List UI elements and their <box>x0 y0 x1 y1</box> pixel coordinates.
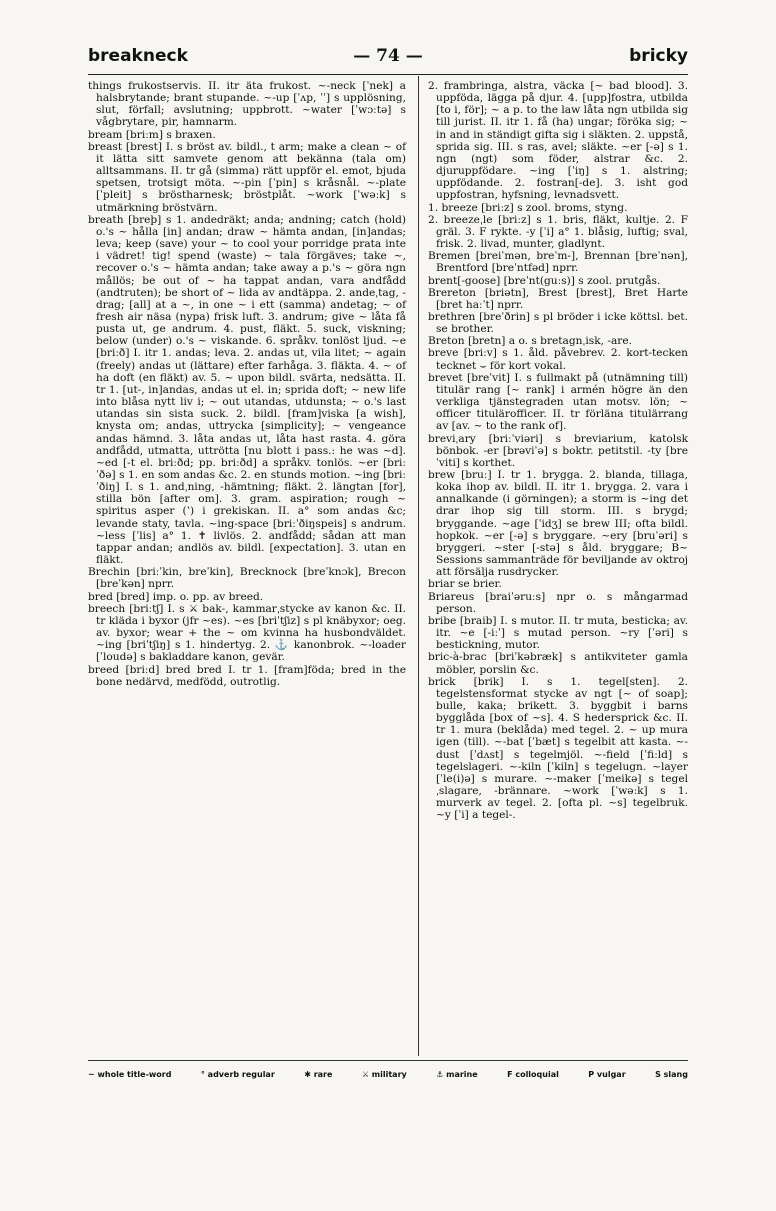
dictionary-entry: bric-à-brac [briˈkəbræk] s antikviteter gamla möbler, porslin &c. <box>428 651 688 676</box>
dictionary-entry: breve [briːv] s 1. åld. påvebrev. 2. kort-tecken tecknet ⌣ för kort vokal. <box>428 347 688 372</box>
dictionary-entry: brevet [breˈvit] I. s fullmakt på (utnämning till) titulär rang [~ rank] i armén högre än den verkliga tjänstegraden utan motsv. lön; ~ officer titulärofficer. II. tr förläna titulärrang av [av. ~ to the rank of]. <box>428 371 688 433</box>
dictionary-entry: bribe [braib] I. s mutor. II. tr muta, besticka; av. itr. ~e [-iːˈ] s mutad person. ~ry [ˈəri] s bestickning, mutor. <box>428 614 688 652</box>
dictionary-entry: Brechin [briːˈkin, breˈkin], Brecknock [breˈknɔk], Brecon [breˈkən] nprr. <box>88 566 406 591</box>
dictionary-entry: bred [bred] imp. o. pp. av breed. <box>88 590 264 603</box>
legend-item: F colloquial <box>507 1070 559 1079</box>
dictionary-entry: brethren [breˈðrin] s pl bröder i icke köttsl. bet. se brother. <box>428 310 688 336</box>
dictionary-entry: breath [breþ] s 1. andedräkt; anda; andning; catch (hold) o.'s ~ hålla [in] andan; draw ~ hämta andan, [in]andas; leva; keep (save) your ~ to cool your porridge prata inte i vädret! tig! spend (waste) ~ tala förgäves; take ~, recover o.'s ~ hämta andan; take away a p.'s ~ göra ngn mållös; be out of ~ ha tappat andan, vara andfådd (andtruten); be short of ~ lida av andtäppa. 2. andeˌtag, -drag; [all] at a ~, in one ~ i ett (samma) andetag; ~ of fresh air näsa (nypa) frisk luft. 3. andrum; give ~ låta få pusta ut, ge andrum. 4. pust, fläkt. 5. suck, viskning; below (under) o.'s ~ viskande. 6. språkv. tonlöst ljud. ~e [briːð] I. itr 1. andas; leva. 2. andas ut, vila litet; ~ again (freely) andas ut (lättare) efter farhåga. 3. fläkta. 4. ~ of ha doft (en fläkt) av. 5. ~ upon bildl. svärta, nedsätta. II. tr 1. [ut-, in]andas, andas ut el. in; sprida doft; ~ new life into blåsa nytt liv i; ~ out utandas, utdunsta; ~ o.'s last utandas sin sista suck. 2. bildl. [fram]viska [a wish], knysta om; andas, uttrycka [simplicity]; ~ vengeance andas hämnd. 3. låta andas ut, låta hast rasta. 4. göra andfådd, utmatta, uttrötta [nu blott i pass.: he was ~d]. ~ed [-t el. briːðd; pp. briːðd] a språkv. tonlös. ~er [briːˈðə] s 1. en som andas &c. 2. en stunds motion. ~ing [briːˈðiŋ] I. s 1. andˌning, -hämtning; fläkt. 2. längtan [for], stilla bön [after om]. 3. gram. aspiration; rough ~ spiritus asper (ʽ) i grekiskan. II. a° som andas &c; levande staty, tavla. ~ing-space [briːˈðiŋspeis] s andrum. ~less [ˈlis] a° 1. ✝ livlös. 2. andfådd; sådan att man tappar andan; andlös av. bildl. [expectation]. 3. utan en fläkt. <box>88 213 406 567</box>
dictionary-entry: things frukostservis. II. itr äta frukost. ~-neck [ˈnek] a halsbrytande; brant stupande. ~-up [ˈʌp, ˈˈ] s upplösning, slut, förfall; avslutning; uppbrott. ~water [ˈwɔːtə] s vågbrytare, pir, hamnarm. <box>88 80 406 129</box>
legend-item: ✱ rare <box>304 1070 333 1079</box>
dictionary-entry: 1. breeze [briːz] s zool. broms, styng. <box>428 201 628 214</box>
header-rule <box>88 74 688 75</box>
footer-rule <box>88 1060 688 1061</box>
dictionary-entry: Breton [bretn] a o. s bretagnˌisk, -are. <box>428 335 632 348</box>
dictionary-entry: 2. breezeˌle [briːz] s 1. bris, fläkt, kultje. 2. F gräl. 3. F rykte. -y [ˈi] a° 1. blåsig, luftig; sval, frisk. 2. livad, munter, gladlynt. <box>428 213 688 251</box>
page-number: — 74 — <box>353 46 423 66</box>
page-header <box>88 42 688 72</box>
guide-word-right: bricky <box>629 46 688 66</box>
dictionary-entry: 2. frambringa, alstra, väcka [~ bad blood]. 3. uppföda, lägga på djur. 4. [upp]fostra, utbilda [to i, för]; ~ a p. to the law låta ngn utbilda sig till jurist. II. itr 1. få (ha) ungar; föröka sig; ~ in and in ständigt gifta sig i släkten. 2. uppstå, sprida sig. III. s ras, avel; släkte. ~er [-ə] s 1. ngn (ngt) som föder, alstrar &c. 2. djuruppfödare. ~ing [ˈiŋ] s 1. alstring; uppfödande. 2. fostran[-de]. 3. isht god uppfostran, hyfsning, levnadsvett. <box>428 80 688 202</box>
column-divider <box>418 76 419 1056</box>
dictionary-entry: breast [brest] I. s bröst av. bildl., t arm; make a clean ~ of it lätta sitt samvete genom att bekänna (tala om) alltsammans. II. tr gå (simma) rätt uppför el. emot, bjuda spetsen, trotsigt möta. ~-pin [ˈpin] s kråsnål. ~-plate [ˈpleit] s bröstharnesk; bröstplåt. ~work [ˈwəːk] s utmärkning bröstvärn. <box>88 140 406 214</box>
dictionary-entry: Briareus [braiˈəruːs] npr o. s mångarmad person. <box>428 590 688 615</box>
dictionary-entry: breed [briːd] bred bred I. tr 1. [fram]föda; bred in the bone nedärvd, medfödd, outrotlig. <box>88 663 406 688</box>
guide-word-left: breakneck <box>88 46 188 66</box>
dictionary-entry: Bremen [breiˈmən, breˈm-], Brennan [breˈnən], Brentford [breˈntfəd] nprr. <box>428 250 688 275</box>
dictionary-entry: breviˌary [briːˈviəri] s breviarium, katolsk bönbok. -er [brəviˈə] s boktr. petitstil. -ty [breˈviti] s korthet. <box>428 432 688 469</box>
dictionary-entry: brick [brik] I. s 1. tegel[sten]. 2. tegelstensformat stycke av ngt [~ of soap]; bulle, kaka; brikett. 3. byggbit i barns bygglåda [box of ~s]. 4. S hedersprick &c. II. tr 1. mura (beklåda) med tegel. 2. ~ up mura igen (till). ~-bat [ˈbæt] s tegelbit att kasta. ~-dust [ˈdʌst] s tegelmjöl. ~-field [ˈfiːld] s tegelslageri. ~-kiln [ˈkiln] s tegelugn. ~layer [ˈle(i)ə] s murare. ~-maker [ˈmeikə] s tegelˌslagare, -brännare. ~work [ˈwəːk] s 1. murverk av tegel. 2. [ofta pl. ~s] tegelbruk. ~y [ˈi] a tegel-. <box>428 675 688 822</box>
abbreviation-legend <box>88 1070 688 1079</box>
dictionary-entry: brent[-goose] [breˈnt(guːs)] s zool. prutgås. <box>428 274 661 287</box>
legend-item: ~ whole title-word <box>88 1070 172 1079</box>
left-column <box>88 80 406 688</box>
legend-item: S slang <box>655 1070 688 1079</box>
right-column <box>428 80 688 822</box>
dictionary-entry: bream [briːm] s braxen. <box>88 128 216 141</box>
dictionary-entry: breech [briːtʃ] I. s ⚔ bak-, kammarˌstycke av kanon &c. II. tr kläda i byxor (jfr ~es). ~es [briˈtʃiz] s pl knäbyxor; oeg. av. byxor; wear + the ~ om kvinna ha husbondväldet. ~ing [briˈtʃiŋ] s 1. hindertyg. 2. ⚓ kanonbrok. ~-loader [ˈloudə] s bakladdare kanon, gevär. <box>88 602 406 664</box>
dictionary-entry: Brereton [briətn], Brest [brest], Bret Harte [bret haːˈt] nprr. <box>428 286 688 311</box>
dictionary-entry: brew [bruː] I. tr 1. brygga. 2. blanda, tillaga, koka ihop av. bildl. II. itr 1. brygga. 2. vara i annalkande (i görningen); a storm is ~ing det drar ihop sig till storm. III. s brygd; bryggande. ~age [ˈidʒ] se brew III; ofta bildl. hopkok. ~er [-ə] s bryggare. ~ery [bruˈəri] s bryggeri. ~ster [-stə] s åld. bryggare; B~ Sessions sammanträde för beviljande av oktroj att försälja rusdrycker. <box>428 469 688 579</box>
legend-item: ⚓ marine <box>436 1070 478 1079</box>
legend-item: P vulgar <box>588 1070 626 1079</box>
legend-item: ⚔ military <box>361 1070 407 1079</box>
legend-item: ° adverb regular <box>200 1070 275 1079</box>
dictionary-entry: briar se brier. <box>428 578 502 591</box>
